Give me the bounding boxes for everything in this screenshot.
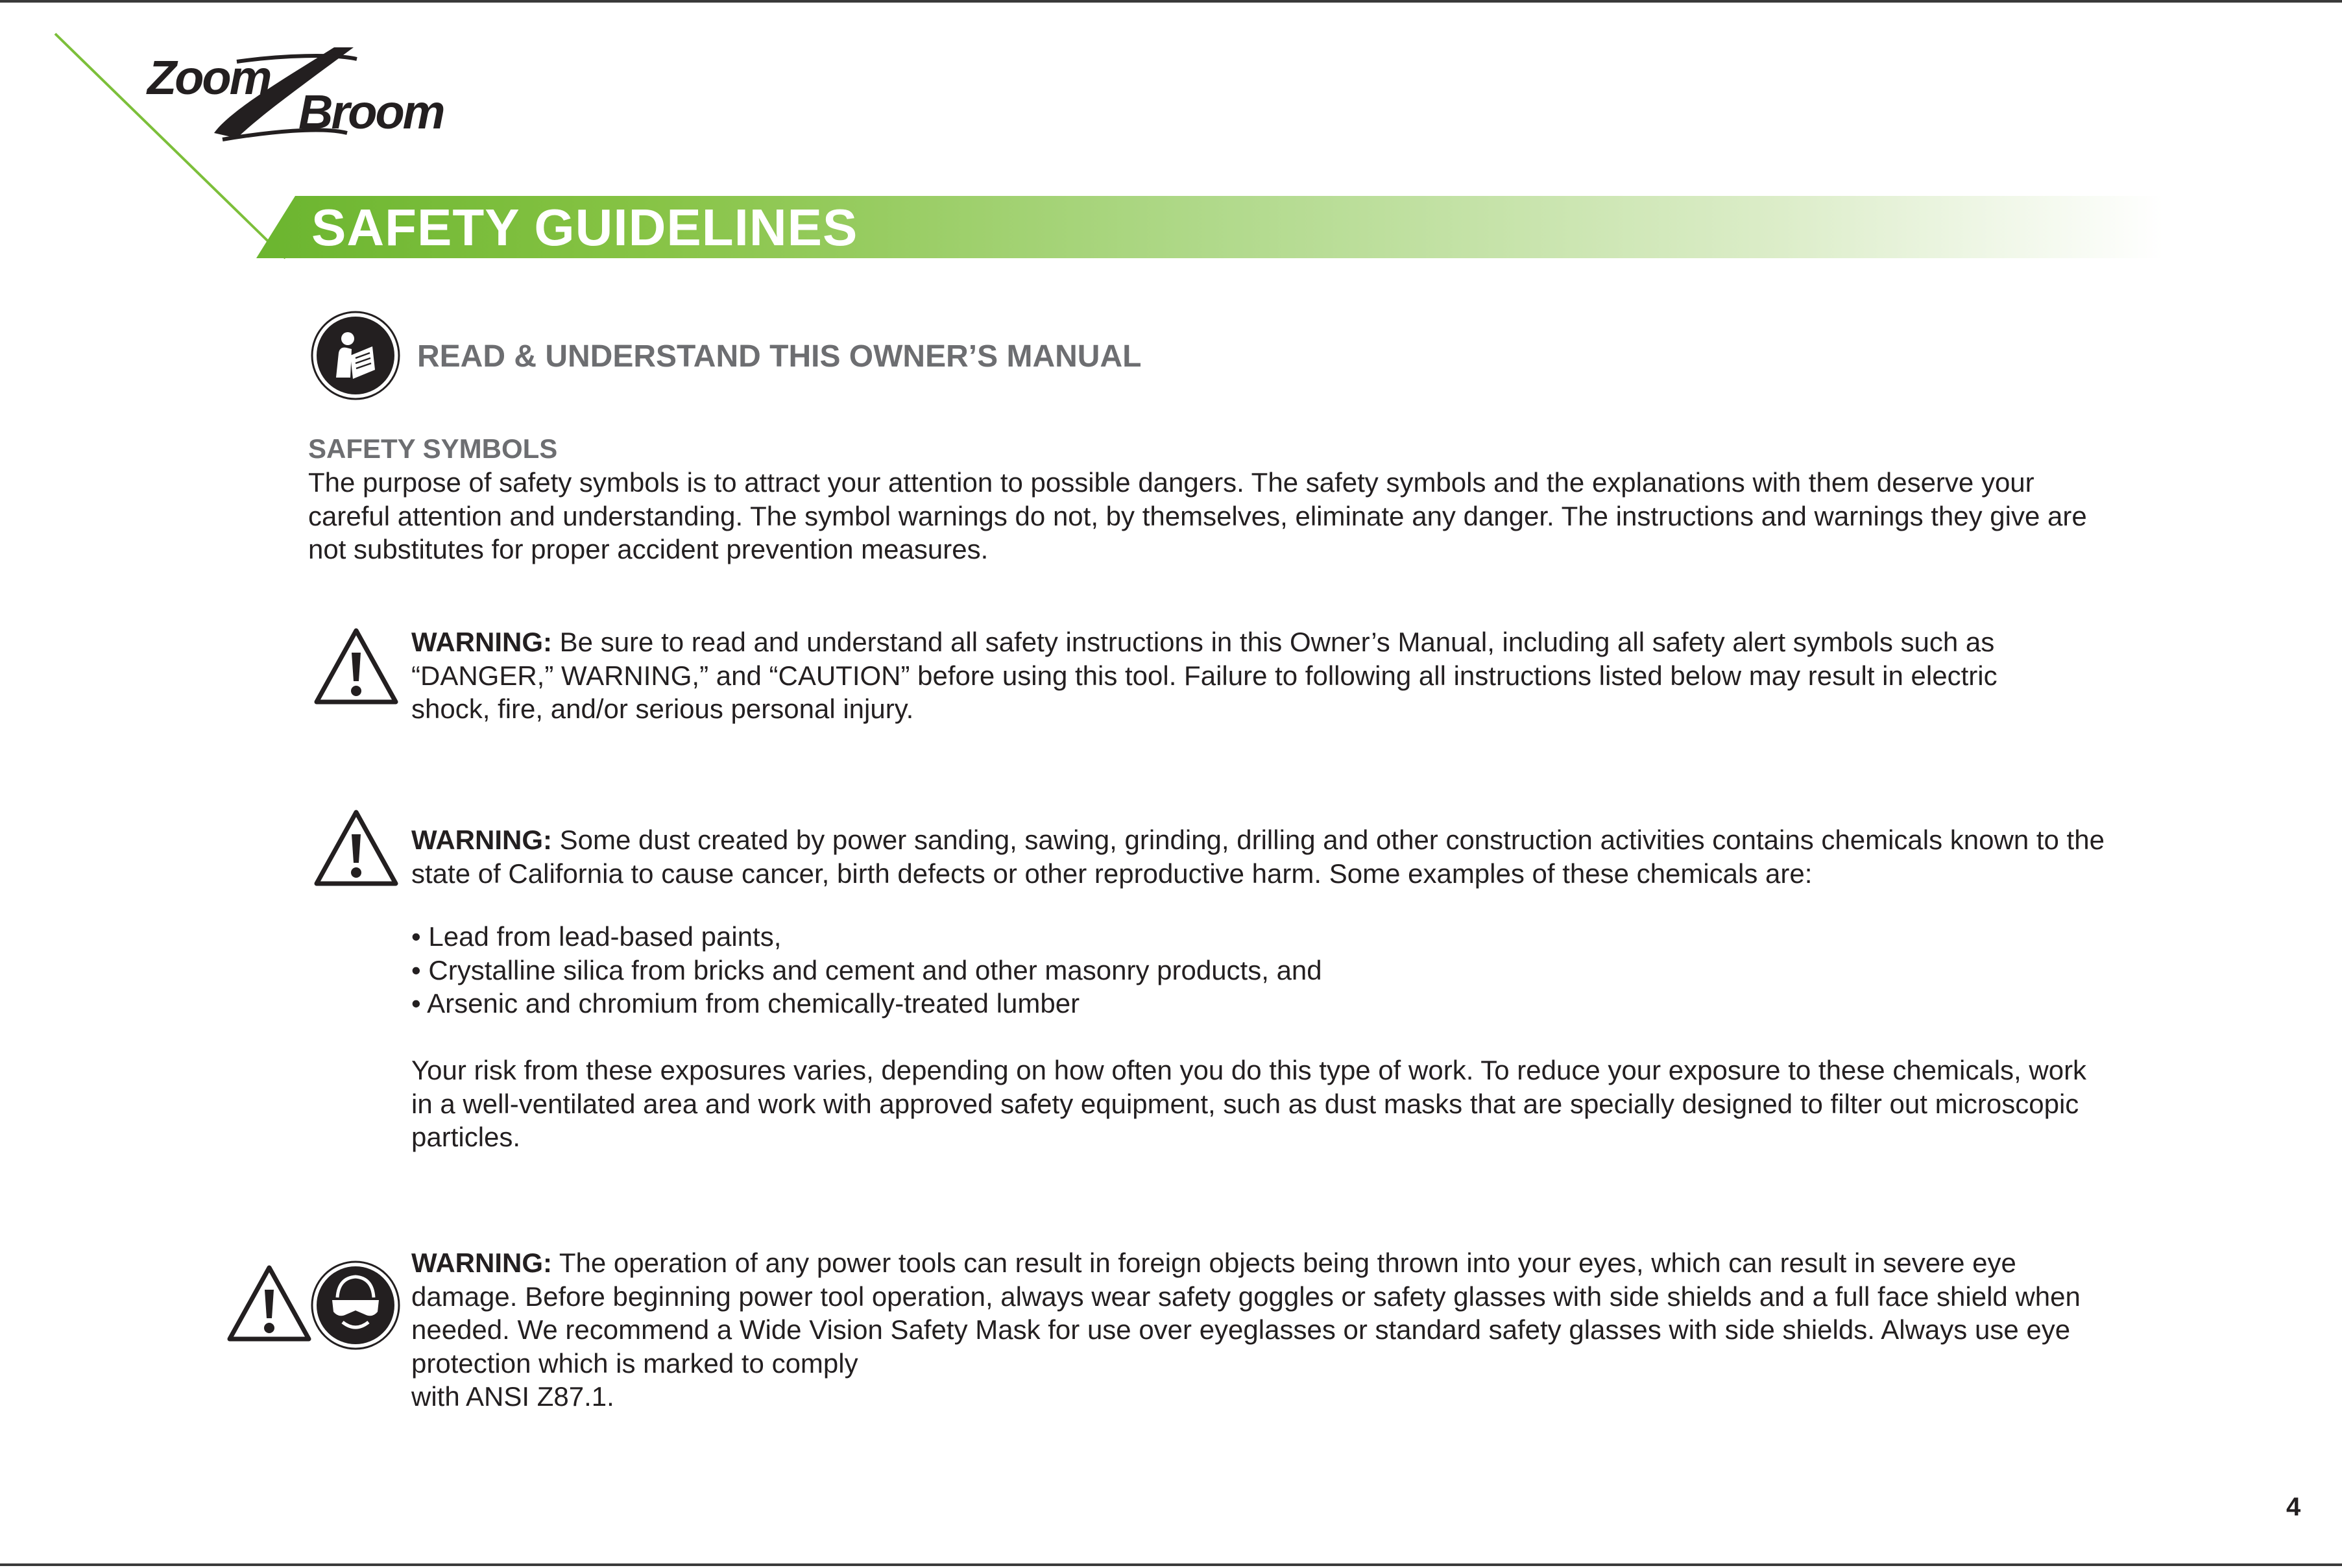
safety-symbols-body bbox=[308, 466, 2099, 566]
bottom-border bbox=[0, 1563, 2342, 1566]
warning-1 bbox=[411, 625, 2072, 726]
warning-1-text: Be sure to read and understand all safety instructions in this Owner’s Manual, including all safety alert symbols such as “DANGER,” WARNING,” and “CAUTION” before using this tool. Failure to following all instructions listed below may result in electric shock, fire, and/or serious personal injury. bbox=[411, 627, 1998, 724]
warning-3 bbox=[411, 1246, 2111, 1414]
warning-3-label: WARNING: bbox=[411, 1248, 552, 1278]
logo-word-zoom: Zoom bbox=[147, 51, 271, 104]
safety-symbols-text: The purpose of safety symbols is to attract your attention to possible dangers. The safety symbols and the explanations with them deserve your careful attention and understanding. The symbol warnings do not, by themselves, eliminate any danger. The instructions and warnings they give are not substitutes for proper accident prevention measures. bbox=[308, 467, 2087, 564]
warning-2-followup bbox=[411, 1054, 2111, 1154]
list-item: • Crystalline silica from bricks and cement and other masonry products, and bbox=[411, 954, 2098, 987]
read-manual-icon bbox=[310, 310, 401, 401]
page-title: SAFETY GUIDELINES bbox=[311, 199, 858, 256]
warning-1-label: WARNING: bbox=[411, 627, 552, 657]
read-manual-heading: READ & UNDERSTAND THIS OWNER’S MANUAL bbox=[417, 339, 1142, 374]
list-item: • Lead from lead-based paints, bbox=[411, 920, 2098, 954]
warning-2-label: WARNING: bbox=[411, 825, 552, 855]
warning-triangle-icon bbox=[313, 627, 400, 706]
chemicals-list bbox=[411, 920, 2098, 1020]
eye-protection-icon bbox=[310, 1260, 401, 1351]
warning-triangle-icon bbox=[313, 808, 400, 887]
logo-word-broom: Broom bbox=[298, 85, 444, 139]
warning-2-followup-text: Your risk from these exposures varies, depending on how often you do this type of work. To reduce your exposure to these chemicals, work in a well-ventilated area and work with approved safety equipment, such as dust masks that are specially designed to filter out microscopic particles. bbox=[411, 1055, 2087, 1152]
top-border bbox=[0, 0, 2342, 3]
warning-3-last-line: with ANSI Z87.1. bbox=[411, 1381, 614, 1412]
safety-symbols-heading: SAFETY SYMBOLS bbox=[308, 433, 558, 464]
zoom-broom-logo bbox=[139, 36, 451, 149]
list-item: • Arsenic and chromium from chemically-treated lumber bbox=[411, 987, 2098, 1020]
warning-triangle-icon bbox=[226, 1264, 313, 1343]
warning-2 bbox=[411, 823, 2111, 890]
warning-3-text: The operation of any power tools can result in foreign objects being thrown into your eyes, which can result in severe eye damage. Before beginning power tool operation, always wear safety goggles or safety glasses with side shields and a full face shield when needed. We recommend a Wide Vision Safety Mask for use over eyeglasses or standard safety glasses with side shields. Always use eye protection which is marked to comply bbox=[411, 1248, 2081, 1379]
page-number: 4 bbox=[2286, 1493, 2301, 1521]
warning-2-text: Some dust created by power sanding, sawing, grinding, drilling and other construction activities contains chemicals known to the state of California to cause cancer, birth defects or other reproductive harm. Some examples of these chemicals are: bbox=[411, 825, 2105, 889]
